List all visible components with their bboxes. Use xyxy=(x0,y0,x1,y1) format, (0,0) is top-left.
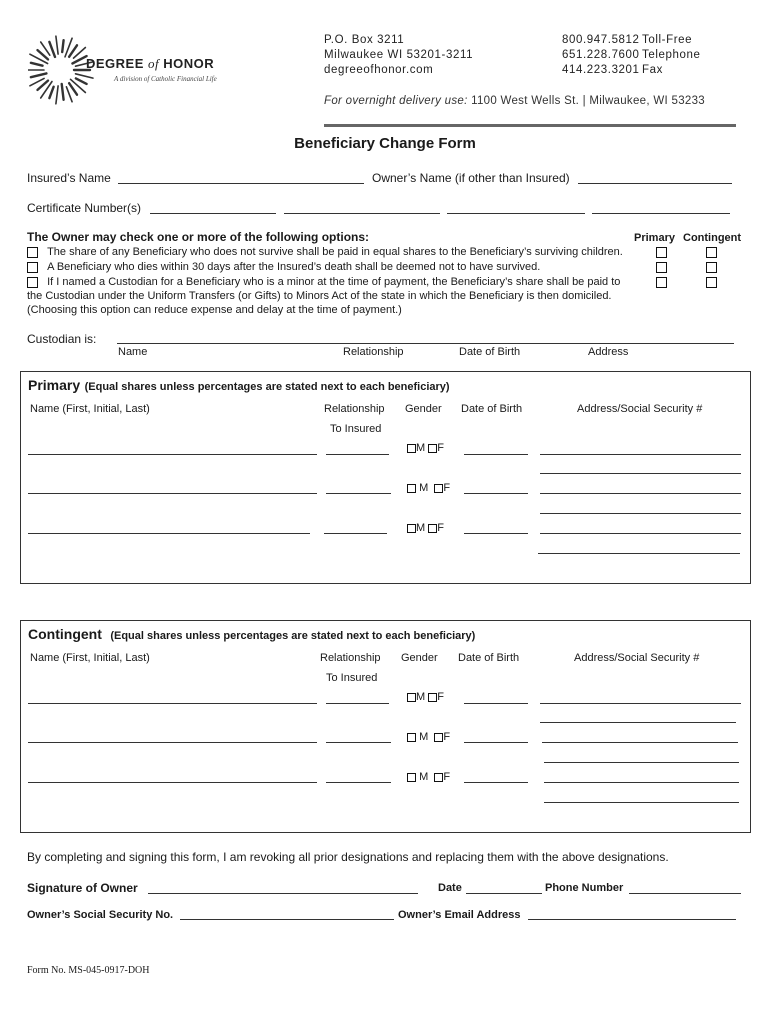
contingent-3-gender-f-checkbox[interactable] xyxy=(434,773,443,782)
logo-ray xyxy=(49,87,53,98)
option-3-primary-checkbox[interactable] xyxy=(656,277,667,288)
header-divider xyxy=(324,124,736,127)
contingent-beneficiary-section xyxy=(20,620,751,833)
contingent-col-name: Name (First, Initial, Last) xyxy=(30,652,150,664)
col-primary-header: Primary xyxy=(634,232,675,244)
primary-1-dob-field[interactable] xyxy=(464,454,528,455)
owner-ssn-label: Owner’s Social Security No. xyxy=(27,909,174,921)
primary-beneficiary-section xyxy=(20,371,751,584)
certificate-number-field-3[interactable] xyxy=(447,213,585,214)
gender-f-label: F xyxy=(443,771,451,783)
primary-title: Primary xyxy=(28,377,81,393)
contingent-3-ssn-field[interactable] xyxy=(544,802,739,803)
contingent-title: Contingent xyxy=(28,626,102,642)
owner-ssn-field[interactable] xyxy=(180,919,394,920)
contingent-2-gender xyxy=(407,731,450,743)
option-2-text: A Beneficiary who dies within 30 days after the Insured’s death shall be deemed not to have survived. xyxy=(47,261,541,273)
primary-1-relationship-field[interactable] xyxy=(326,454,389,455)
revoke-statement: By completing and signing this form, I am revoking all prior designations and replacing them with the above designations. xyxy=(27,850,669,864)
overnight-label: For overnight delivery use: xyxy=(324,95,468,107)
custodian-label: Custodian is: xyxy=(27,332,97,346)
owner-email-field[interactable] xyxy=(528,919,736,920)
phone-label: Phone Number xyxy=(545,882,624,894)
option-1-checkbox[interactable] xyxy=(27,247,38,258)
option-1-text: The share of any Beneficiary who does not survive shall be paid in equal shares to the Beneficiary’s surviving children. xyxy=(47,246,623,258)
logo-word-degree: DEGREE xyxy=(86,56,144,71)
custodian-field[interactable] xyxy=(117,343,734,344)
owner-name-label: Owner’s Name (if other than Insured) xyxy=(372,171,570,185)
primary-3-relationship-field[interactable] xyxy=(324,533,387,534)
contingent-2-gender-f-checkbox[interactable] xyxy=(434,733,443,742)
primary-col-name: Name (First, Initial, Last) xyxy=(30,403,150,415)
custodian-col-name: Name xyxy=(118,346,148,358)
primary-col-relationship: Relationship xyxy=(324,403,385,415)
primary-1-address-field[interactable] xyxy=(540,454,741,455)
contingent-2-name-field[interactable] xyxy=(28,742,317,743)
primary-col-to-insured: To Insured xyxy=(330,423,382,435)
primary-2-dob-field[interactable] xyxy=(464,493,528,494)
primary-note: (Equal shares unless percentages are stated next to each beneficiary) xyxy=(84,381,450,393)
logo-word-honor: HONOR xyxy=(163,56,215,71)
phone-label-telephone: Telephone xyxy=(642,49,701,61)
contingent-3-gender-m-checkbox[interactable] xyxy=(407,773,416,782)
primary-col-dob: Date of Birth xyxy=(461,403,523,415)
contingent-1-gender xyxy=(407,691,444,703)
logo-ray xyxy=(76,74,94,78)
custodian-col-relationship: Relationship xyxy=(343,346,404,358)
contingent-col-dob: Date of Birth xyxy=(458,652,520,664)
contingent-1-gender-m-checkbox[interactable] xyxy=(407,693,416,702)
option-2-contingent-checkbox[interactable] xyxy=(706,262,717,273)
primary-1-gender-m-checkbox[interactable] xyxy=(407,444,416,453)
logo-ray xyxy=(31,63,43,66)
primary-col-gender: Gender xyxy=(405,403,442,415)
primary-2-relationship-field[interactable] xyxy=(326,493,391,494)
option-1-contingent-checkbox[interactable] xyxy=(706,247,717,258)
primary-1-gender xyxy=(407,442,444,454)
date-field[interactable] xyxy=(466,893,542,894)
contingent-2-dob-field[interactable] xyxy=(464,742,528,743)
form-number: Form No. MS-045-0917-DOH xyxy=(27,965,150,976)
contingent-2-address-field[interactable] xyxy=(542,742,738,743)
contingent-note: (Equal shares unless percentages are stated next to each beneficiary) xyxy=(110,630,476,642)
logo-ray xyxy=(62,40,63,52)
primary-3-ssn-field[interactable] xyxy=(538,553,740,554)
contingent-col-address: Address/Social Security # xyxy=(574,652,700,664)
phone-label-tollfree: Toll-Free xyxy=(642,34,693,46)
phone-field[interactable] xyxy=(629,893,741,894)
owner-email-label: Owner’s Email Address xyxy=(398,909,521,921)
primary-3-gender-m-checkbox[interactable] xyxy=(407,524,416,533)
option-1-row xyxy=(27,246,623,258)
options-heading: The Owner may check one or more of the following options: xyxy=(27,230,370,244)
contingent-col-relationship: Relationship xyxy=(320,652,381,664)
option-3-text: If I named a Custodian for a Beneficiary who is a minor at the time of payment, the Beneficiary’s share shall be paid to xyxy=(47,276,621,288)
signature-label: Signature of Owner xyxy=(27,881,138,895)
gender-m-label: M xyxy=(419,731,429,743)
insured-name-label: Insured’s Name xyxy=(27,171,111,185)
primary-3-gender xyxy=(407,522,444,534)
contingent-1-gender-f-checkbox[interactable] xyxy=(428,693,437,702)
primary-2-address-field[interactable] xyxy=(540,493,741,494)
logo-ray xyxy=(56,86,58,104)
gender-f-label: F xyxy=(443,482,451,494)
option-1-primary-checkbox[interactable] xyxy=(656,247,667,258)
phone-list xyxy=(562,33,700,78)
custodian-col-dob: Date of Birth xyxy=(459,346,521,358)
primary-heading xyxy=(28,377,450,395)
primary-3-gender-f-checkbox[interactable] xyxy=(428,524,437,533)
address-line-1: P.O. Box 3211 xyxy=(324,34,405,46)
signature-field[interactable] xyxy=(148,893,418,894)
contingent-2-gender-m-checkbox[interactable] xyxy=(407,733,416,742)
logo-ray xyxy=(56,36,58,54)
option-3-checkbox[interactable] xyxy=(27,277,38,288)
contingent-3-relationship-field[interactable] xyxy=(326,782,391,783)
address-line-2: Milwaukee WI 53201-3211 xyxy=(324,49,474,61)
primary-3-dob-field[interactable] xyxy=(464,533,528,534)
primary-2-name-field[interactable] xyxy=(28,493,317,494)
contingent-3-gender xyxy=(407,771,450,783)
contingent-col-gender: Gender xyxy=(401,652,438,664)
form-title: Beneficiary Change Form xyxy=(294,135,476,152)
primary-2-gender-m-checkbox[interactable] xyxy=(407,484,416,493)
logo-ray xyxy=(76,78,87,84)
gender-f-label: F xyxy=(437,522,444,534)
certificate-number-field-4[interactable] xyxy=(592,213,730,214)
primary-1-gender-f-checkbox[interactable] xyxy=(428,444,437,453)
contingent-3-dob-field[interactable] xyxy=(464,782,528,783)
overnight-address: 1100 West Wells St. | Milwaukee, WI 53233 xyxy=(471,95,705,107)
gender-f-label: F xyxy=(437,442,444,454)
primary-1-ssn-field[interactable] xyxy=(540,473,741,474)
mailing-address xyxy=(324,33,473,78)
primary-1-name-field[interactable] xyxy=(28,454,317,455)
gender-f-label: F xyxy=(443,731,451,743)
gender-m-label: M xyxy=(416,442,426,454)
option-3-contingent-checkbox[interactable] xyxy=(706,277,717,288)
option-3-text-line-2: the Custodian under the Uniform Transfers (or Gifts) to Minors Act of the state in which the Beneficiary is then domiciled. xyxy=(27,290,612,302)
logo xyxy=(28,34,228,106)
certificate-number-label: Certificate Number(s) xyxy=(27,201,142,215)
option-2-row xyxy=(27,261,540,273)
contingent-2-ssn-field[interactable] xyxy=(544,762,739,763)
certificate-number-field-2[interactable] xyxy=(284,213,440,214)
primary-col-address: Address/Social Security # xyxy=(577,403,703,415)
owner-name-field[interactable] xyxy=(578,183,732,184)
option-3-row xyxy=(27,276,620,288)
contingent-2-relationship-field[interactable] xyxy=(326,742,391,743)
gender-m-label: M xyxy=(416,691,426,703)
logo-ray xyxy=(66,87,72,102)
logo-tagline: A division of Catholic Financial Life xyxy=(114,75,217,83)
contingent-1-name-field[interactable] xyxy=(28,703,317,704)
date-label: Date xyxy=(438,882,462,894)
website-link[interactable]: degreeofhonor.com xyxy=(324,64,434,76)
contingent-1-dob-field[interactable] xyxy=(464,703,528,704)
option-2-primary-checkbox[interactable] xyxy=(656,262,667,273)
logo-ray xyxy=(31,73,47,77)
gender-m-label: M xyxy=(419,482,429,494)
contingent-1-ssn-field[interactable] xyxy=(540,722,736,723)
primary-3-address-field[interactable] xyxy=(540,533,741,534)
insured-name-field[interactable] xyxy=(118,183,364,184)
custodian-col-address: Address xyxy=(588,346,629,358)
primary-2-gender xyxy=(407,482,450,494)
primary-2-ssn-field[interactable] xyxy=(540,513,741,514)
contingent-heading xyxy=(28,626,475,644)
phone-number-telephone: 651.228.7600 xyxy=(562,49,640,61)
primary-3-name-field[interactable] xyxy=(28,533,310,534)
contingent-col-to-insured: To Insured xyxy=(326,672,378,684)
contingent-3-name-field[interactable] xyxy=(28,782,317,783)
gender-m-label: M xyxy=(416,522,426,534)
gender-m-label: M xyxy=(419,771,429,783)
logo-ray xyxy=(62,84,64,100)
phone-number-tollfree: 800.947.5812 xyxy=(562,34,640,46)
logo-word-of: of xyxy=(148,56,160,71)
phone-label-fax: Fax xyxy=(642,64,663,76)
col-contingent-header: Contingent xyxy=(683,232,742,244)
contingent-3-address-field[interactable] xyxy=(544,782,739,783)
option-3-text-line-3: (Choosing this option can reduce expense and delay at the time of payment.) xyxy=(27,304,402,316)
contingent-1-relationship-field[interactable] xyxy=(326,703,389,704)
gender-f-label: F xyxy=(437,691,444,703)
certificate-number-field-1[interactable] xyxy=(150,213,276,214)
primary-2-gender-f-checkbox[interactable] xyxy=(434,484,443,493)
phone-number-fax: 414.223.3201 xyxy=(562,64,640,76)
contingent-1-address-field[interactable] xyxy=(540,703,741,704)
overnight-delivery xyxy=(324,95,705,107)
option-2-checkbox[interactable] xyxy=(27,262,38,273)
